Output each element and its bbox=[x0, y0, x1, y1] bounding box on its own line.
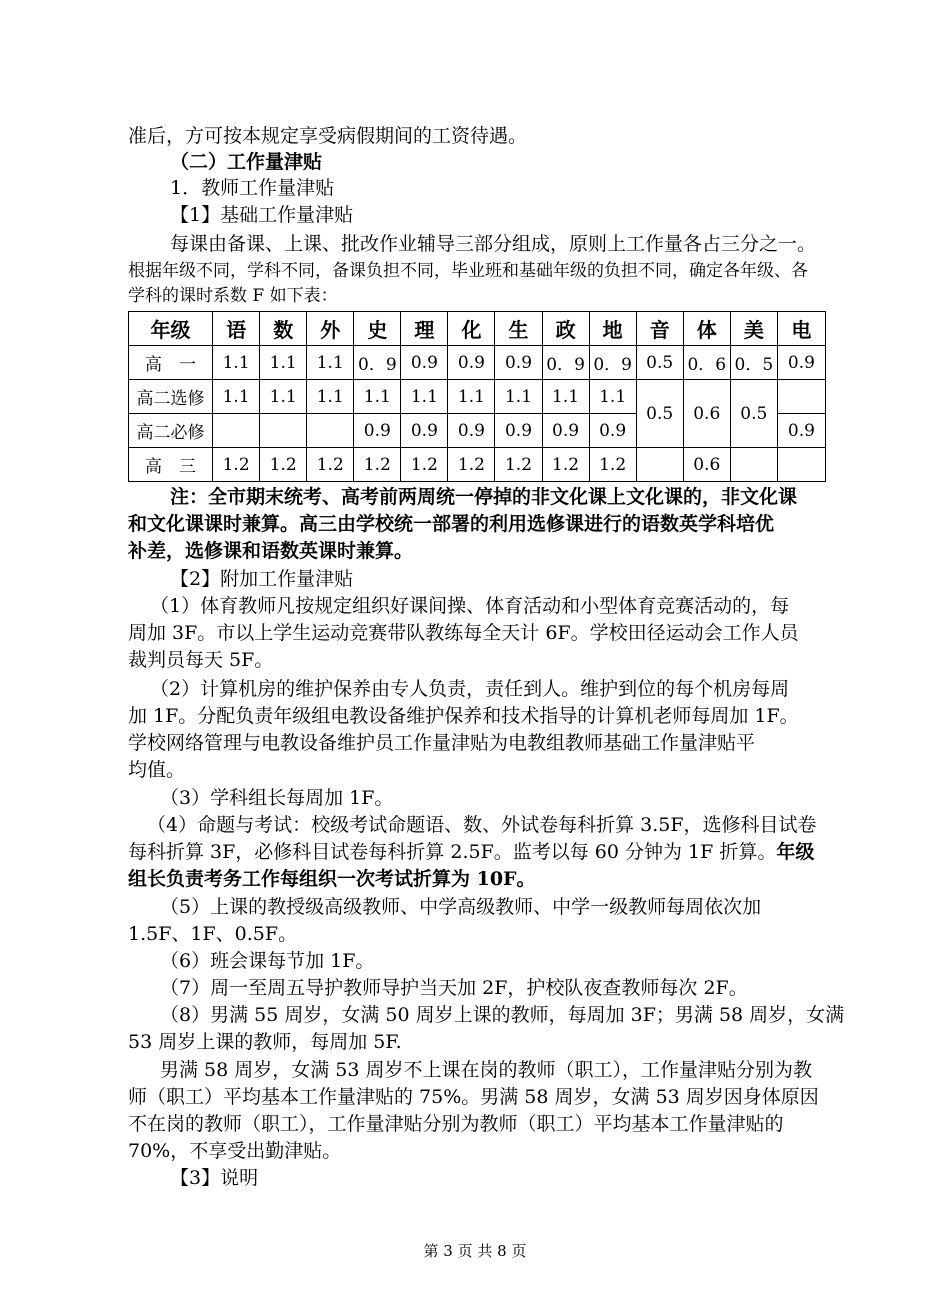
paragraph-line: （7）周一至周五导护教师导护当天加 2F，护校队夜查教师每次 2F。 bbox=[160, 977, 748, 999]
table-cell: 1.2 bbox=[589, 448, 636, 482]
table-cell: 0.9 bbox=[495, 346, 542, 380]
table-cell: 0．9 bbox=[542, 346, 589, 380]
table-cell bbox=[213, 414, 260, 448]
paragraph-line: 师（职工）平均基本工作量津贴的 75%。男满 58 周岁，女满 53 周岁因身体原因 bbox=[128, 1086, 819, 1108]
table-header-cell: 体 bbox=[683, 312, 730, 346]
table-cell: 1.1 bbox=[495, 380, 542, 414]
table-cell: 1.2 bbox=[448, 448, 495, 482]
paragraph-line: （5）上课的教授级高级教师、中学高级教师、中学一级教师每周依次加 bbox=[160, 896, 762, 918]
table-cell: 1.2 bbox=[260, 448, 307, 482]
table-cell: 1.2 bbox=[495, 448, 542, 482]
table-cell: 1.2 bbox=[354, 448, 401, 482]
subsection-heading: 【3】说明 bbox=[170, 1167, 259, 1189]
table-cell: 1.1 bbox=[542, 380, 589, 414]
table-cell: 0．6 bbox=[683, 346, 730, 380]
paragraph-line: 学校网络管理与电教设备维护员工作量津贴为电教组教师基础工作量津贴平 bbox=[128, 732, 756, 754]
paragraph-line: 裁判员每天 5F。 bbox=[128, 649, 274, 671]
paragraph-line: （4）命题与考试：校级考试命题语、数、外试卷每科折算 3.5F，选修科目试卷 bbox=[147, 814, 817, 836]
table-header-row bbox=[129, 312, 826, 346]
table-cell bbox=[260, 414, 307, 448]
paragraph-line: 根据年级不同，学科不同，备课负担不同，毕业班和基础年级的负担不同，确定各年级、各 bbox=[128, 261, 808, 281]
table-cell: 1.2 bbox=[542, 448, 589, 482]
paragraph-line bbox=[128, 840, 828, 865]
table-row bbox=[129, 380, 826, 414]
table-cell: 0.9 bbox=[401, 346, 448, 380]
table-cell: 1.1 bbox=[448, 380, 495, 414]
page-footer: 第 3 页 共 8 页 bbox=[423, 1242, 527, 1260]
table-header-cell: 理 bbox=[401, 312, 448, 346]
paragraph-line: 加 1F。分配负责年级组电教设备维护保养和技术指导的计算机老师每周加 1F。 bbox=[128, 705, 799, 727]
paragraph-line-text: 每科折算 3F，必修科目试卷每科折算 2.5F。监考以每 60 分钟为 1F 折算。 bbox=[128, 841, 777, 863]
table-cell: 0.9 bbox=[401, 414, 448, 448]
table-cell: 0.5 bbox=[636, 346, 683, 380]
paragraph-line: 1.5F、1F、0.5F。 bbox=[128, 923, 298, 945]
subsection-heading: 【1】基础工作量津贴 bbox=[170, 204, 354, 226]
subsection-heading: 【2】附加工作量津贴 bbox=[170, 568, 354, 590]
paragraph-line: （3）学科组长每周加 1F。 bbox=[160, 787, 394, 809]
table-cell: 1.1 bbox=[307, 380, 354, 414]
table-cell bbox=[777, 448, 825, 482]
table-cell: 高二选修 bbox=[129, 380, 213, 414]
table-header-cell: 地 bbox=[589, 312, 636, 346]
table-cell: 高 一 bbox=[129, 346, 213, 380]
table-cell: 0.6 bbox=[683, 448, 730, 482]
bold-emphasis: 年级 bbox=[776, 841, 815, 863]
note-line: 和文化课课时兼算。高三由学校统一部署的利用选修课进行的语数英学科培优 bbox=[128, 513, 775, 535]
table-row bbox=[129, 346, 826, 380]
table-header-cell: 化 bbox=[448, 312, 495, 346]
table-cell bbox=[307, 414, 354, 448]
table-cell: 0.9 bbox=[542, 414, 589, 448]
table-cell: 1.2 bbox=[307, 448, 354, 482]
table-header-cell: 美 bbox=[730, 312, 777, 346]
table-cell: 1.1 bbox=[401, 380, 448, 414]
table-cell-merged: 0.6 bbox=[683, 380, 730, 448]
table-cell: 0．9 bbox=[354, 346, 401, 380]
table-cell: 高 三 bbox=[129, 448, 213, 482]
table-cell: 0.9 bbox=[495, 414, 542, 448]
paragraph-line: 不在岗的教师（职工），工作量津贴分别为教师（职工）平均基本工作量津贴的 bbox=[128, 1113, 784, 1135]
note-line: 注：全市期末统考、高考前两周统一停掉的非文化课上文化课的，非文化课 bbox=[170, 486, 798, 508]
table-header-cell: 电 bbox=[777, 312, 825, 346]
paragraph-line: 53 周岁上课的教师，每周加 5F. bbox=[128, 1031, 402, 1053]
table-header-cell: 年级 bbox=[129, 312, 213, 346]
table-cell bbox=[730, 448, 777, 482]
table-header-cell: 外 bbox=[307, 312, 354, 346]
table-cell-merged: 0.5 bbox=[636, 380, 683, 448]
coefficient-table bbox=[128, 311, 826, 482]
paragraph-line: 均值。 bbox=[128, 759, 186, 781]
table-cell: 0．5 bbox=[730, 346, 777, 380]
paragraph-line: （1）体育教师凡按规定组织好课间操、体育活动和小型体育竞赛活动的，每 bbox=[150, 595, 790, 617]
paragraph-line: 每课由备课、上课、批改作业辅导三部分组成，原则上工作量各占三分之一。 bbox=[170, 233, 817, 255]
table-cell bbox=[636, 448, 683, 482]
paragraph-line: （8）男满 55 周岁，女满 50 周岁上课的教师，每周加 3F；男满 58 周岁，女满 bbox=[160, 1004, 845, 1026]
table-header-cell: 生 bbox=[495, 312, 542, 346]
table-cell: 0.9 bbox=[448, 414, 495, 448]
section-heading: （二）工作量津贴 bbox=[170, 151, 323, 173]
table-header-cell: 语 bbox=[213, 312, 260, 346]
table-cell: 0.9 bbox=[354, 414, 401, 448]
table-cell: 1.1 bbox=[213, 346, 260, 380]
table-row bbox=[129, 448, 826, 482]
table-cell: 0.9 bbox=[589, 414, 636, 448]
paragraph-line: 学科的课时系数 F 如下表： bbox=[128, 286, 338, 306]
table-cell: 1.2 bbox=[401, 448, 448, 482]
table-cell: 高二必修 bbox=[129, 414, 213, 448]
table-header-cell: 政 bbox=[542, 312, 589, 346]
paragraph-line: 男满 58 周岁，女满 53 周岁不上课在岗的教师（职工），工作量津贴分别为教 bbox=[160, 1059, 813, 1081]
table-cell: 1.1 bbox=[307, 346, 354, 380]
table-cell-merged: 0.5 bbox=[730, 380, 777, 448]
paragraph-line: （2）计算机房的维护保养由专人负责，责任到人。维护到位的每个机房每周 bbox=[150, 678, 790, 700]
paragraph-line: 准后，方可按本规定享受病假期间的工资待遇。 bbox=[128, 125, 528, 147]
table-header-cell: 史 bbox=[354, 312, 401, 346]
table-cell: 0．9 bbox=[589, 346, 636, 380]
paragraph-line: （6）班会课每节加 1F。 bbox=[160, 950, 375, 972]
paragraph-line: 周加 3F。市以上学生运动竞赛带队教练每全天计 6F。学校田径运动会工作人员 bbox=[128, 622, 799, 644]
table-cell: 1.1 bbox=[589, 380, 636, 414]
table-cell: 1.1 bbox=[354, 380, 401, 414]
table-header-cell: 音 bbox=[636, 312, 683, 346]
table-cell: 0.9 bbox=[777, 346, 825, 380]
table-cell: 1.1 bbox=[260, 346, 307, 380]
table-cell: 0.9 bbox=[777, 414, 825, 448]
table-cell: 1.2 bbox=[213, 448, 260, 482]
table-cell: 1.1 bbox=[260, 380, 307, 414]
table-cell bbox=[777, 380, 825, 414]
paragraph-line: 70%，不享受出勤津贴。 bbox=[128, 1140, 342, 1162]
table-cell: 1.1 bbox=[213, 380, 260, 414]
note-line: 补差，选修课和语数英课时兼算。 bbox=[128, 540, 414, 562]
table-cell: 0.9 bbox=[448, 346, 495, 380]
subsection-heading: 1．教师工作量津贴 bbox=[170, 177, 335, 199]
paragraph-line: 组长负责考务工作每组织一次考试折算为 10F。 bbox=[128, 868, 536, 890]
table-header-cell: 数 bbox=[260, 312, 307, 346]
